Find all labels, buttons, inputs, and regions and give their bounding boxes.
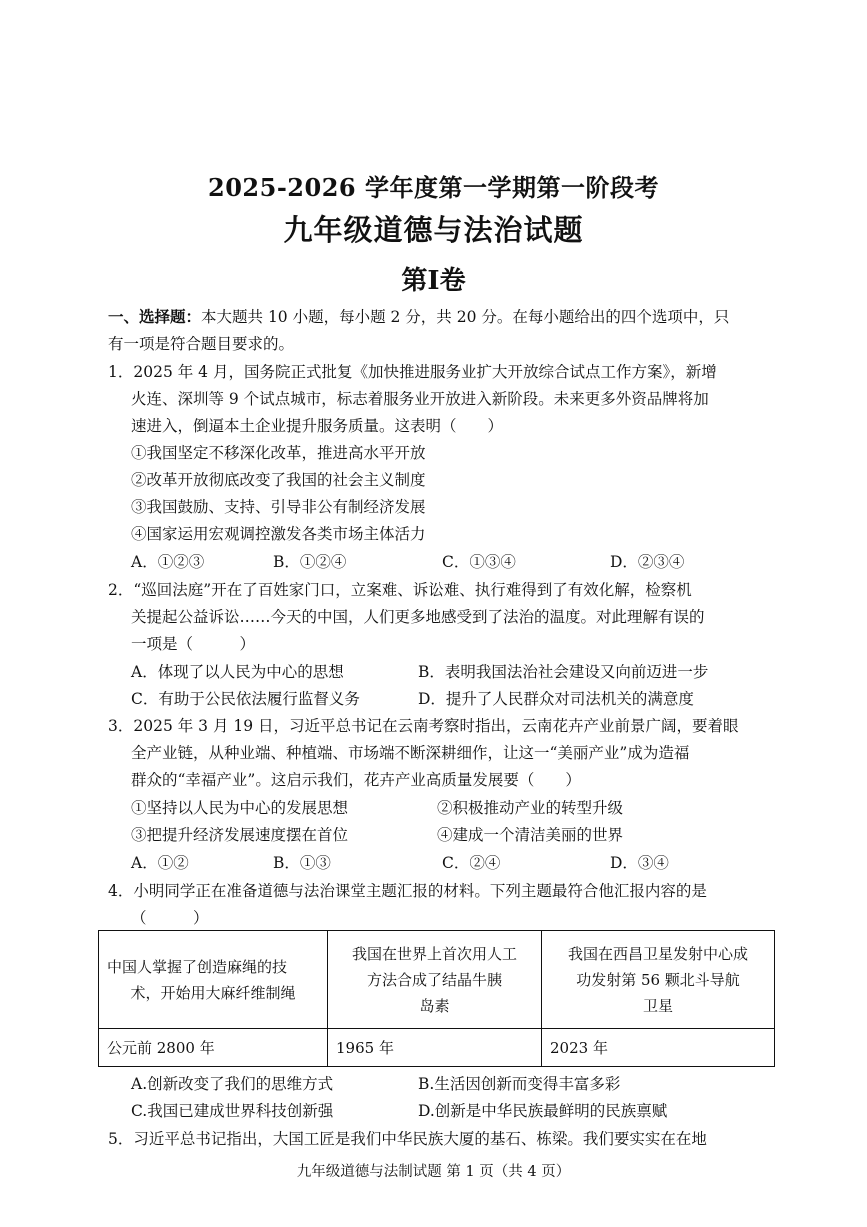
section-intro-line1 [108, 305, 729, 327]
table-cell [99, 931, 328, 1029]
q1-option-c: C．①③④ [442, 553, 516, 571]
table-cell-line: 我国在世界上首次用人工 [351, 944, 517, 963]
table-row [99, 1029, 775, 1067]
q3-stem-line1: 3．2025 年 3 月 19 日，习近平总书记在云南考察时指出，云南花卉产业前景广阔，要着眼 [108, 717, 739, 735]
table-date: 公元前 2800 年 [107, 1038, 215, 1057]
table-cell [542, 1029, 775, 1067]
q4-option-b: B.生活因创新而变得丰富多彩 [418, 1075, 621, 1093]
section-intro-text: 本大题共 10 小题，每小题 2 分，共 20 分。在每小题给出的四个选项中，只 [201, 308, 730, 326]
q4-material-table [98, 930, 775, 1067]
q3-statement-3: ③把提升经济发展速度摆在首位 [131, 826, 349, 844]
q3-stem-line2: 全产业链，从种业端、种植端、市场端不断深耕细作，让这一“美丽产业”成为造福 [131, 744, 690, 762]
table-cell-line: 中国人掌握了创造麻绳的技 [107, 957, 288, 976]
table-cell [328, 931, 542, 1029]
exam-title-line2: 九年级道德与法治试题 [283, 213, 584, 247]
q1-stem-line3: 速进入，倒逼本土企业提升服务质量。这表明（ ） [131, 417, 504, 435]
q5-stem-line1: 5．习近平总书记指出，大国工匠是我们中华民族大厦的基石、栋梁。我们要实实在在地 [108, 1130, 707, 1148]
table-cell [328, 1029, 542, 1067]
q3-statement-2: ②积极推动产业的转型升级 [437, 799, 624, 817]
volume-heading: 第Ⅰ卷 [401, 266, 466, 296]
exam-title-line1: 2025-2026 学年度第一学期第一阶段考 [208, 173, 659, 202]
q4-stem-line2: （ ） [131, 909, 209, 927]
q1-stem-line2: 火连、深圳等 9 个试点城市，标志着服务业开放进入新阶段。未来更多外资品牌将加 [131, 390, 709, 408]
q2-option-d: D．提升了人民群众对司法机关的满意度 [418, 690, 694, 708]
q2-option-c: C．有助于公民依法履行监督义务 [131, 690, 360, 708]
q2-stem-line1: 2．“巡回法庭”开在了百姓家门口，立案难、诉讼难、执行难得到了有效化解，检察机 [108, 581, 692, 599]
table-cell-line: 功发射第 56 颗北斗导航 [576, 970, 740, 989]
q4-option-c: C.我国已建成世界科技创新强 [131, 1102, 334, 1120]
q4-stem-line1: 4．小明同学正在准备道德与法治课堂主题汇报的材料。下列主题最符合他汇报内容的是 [108, 882, 707, 900]
table-cell-line: 术，开始用大麻纤维制绳 [130, 983, 296, 1002]
table-date: 1965 年 [336, 1038, 394, 1057]
q3-stem-line3: 群众的“幸福产业”。这启示我们，花卉产业高质量发展要（ ） [131, 771, 581, 789]
q1-statement-2: ②改革开放彻底改变了我国的社会主义制度 [131, 471, 426, 489]
q4-option-d: D.创新是中华民族最鲜明的民族禀赋 [418, 1102, 668, 1120]
table-cell-line: 岛素 [419, 996, 450, 1015]
q3-statement-1: ①坚持以人民为中心的发展思想 [131, 799, 349, 817]
q1-option-d: D．②③④ [610, 553, 685, 571]
table-date: 2023 年 [550, 1038, 608, 1057]
table-cell-line: 方法合成了结晶牛胰 [366, 970, 502, 989]
table-row [99, 931, 775, 1029]
table-cell-line: 我国在西昌卫星发射中心成 [567, 944, 748, 963]
page-footer: 九年级道德与法制试题 第 1 页（共 4 页） [296, 1164, 571, 1180]
table-cell [542, 931, 775, 1029]
q2-option-b: B．表明我国法治社会建设又向前迈进一步 [418, 663, 709, 681]
q2-option-a: A．体现了以人民为中心的思想 [131, 663, 344, 681]
q3-option-b: B．①③ [273, 854, 331, 872]
q3-option-c: C．②④ [442, 854, 501, 872]
q2-stem-line3: 一项是（ ） [131, 635, 256, 653]
q1-statement-4: ④国家运用宏观调控激发各类市场主体活力 [131, 525, 426, 543]
q1-stem-line1: 1．2025 年 4 月，国务院正式批复《加快推进服务业扩大开放综合试点工作方案》，新增 [108, 363, 717, 381]
table-cell-line: 卫星 [642, 996, 673, 1015]
q3-statement-4: ④建成一个清洁美丽的世界 [437, 826, 624, 844]
q1-option-a: A．①②③ [131, 553, 205, 571]
section-intro-line2: 有一项是符合题目要求的。 [108, 335, 295, 353]
section-heading: 一、选择题： [108, 307, 202, 326]
q4-option-a: A.创新改变了我们的思维方式 [131, 1075, 334, 1093]
q3-option-d: D．③④ [610, 854, 669, 872]
q3-option-a: A．①② [131, 854, 189, 872]
q1-option-b: B．①②④ [273, 553, 347, 571]
q1-statement-1: ①我国坚定不移深化改革，推进高水平开放 [131, 444, 426, 462]
table-cell [99, 1029, 328, 1067]
q1-statement-3: ③我国鼓励、支持、引导非公有制经济发展 [131, 498, 426, 516]
q2-stem-line2: 关提起公益诉讼……今天的中国，人们更多地感受到了法治的温度。对此理解有误的 [131, 608, 705, 626]
